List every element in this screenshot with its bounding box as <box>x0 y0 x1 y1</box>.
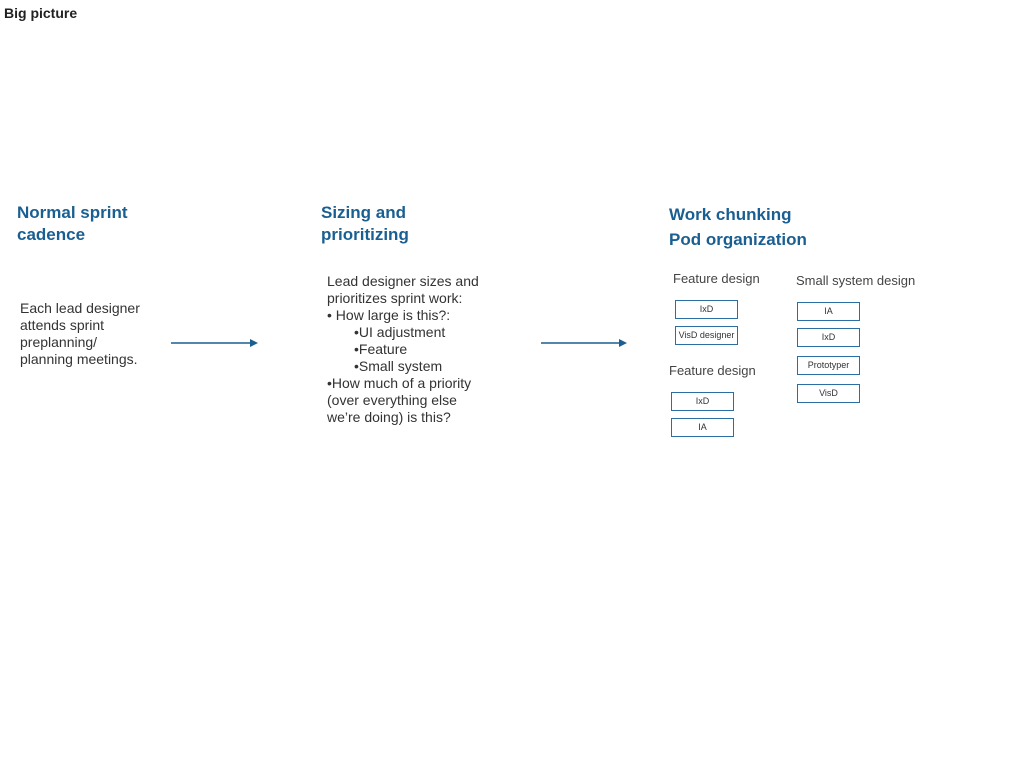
role-box: IxD <box>797 328 860 347</box>
role-box: Prototyper <box>797 356 860 375</box>
step-1-body-line: attends sprint <box>20 317 105 333</box>
role-box: IxD <box>671 392 734 411</box>
step-1-body-line: Each lead designer <box>20 300 140 316</box>
sizing-bullet-list <box>327 307 479 426</box>
bullet-item: we’re doing) is this? <box>327 409 451 425</box>
role-box: IA <box>797 302 860 321</box>
step-2-body <box>327 273 479 426</box>
pod-group-label: Feature design <box>669 363 756 378</box>
step-3-title-line: Pod organization <box>669 230 807 249</box>
role-box: VisD <box>797 384 860 403</box>
step-1-body <box>20 300 140 368</box>
step-1-title <box>17 202 128 246</box>
step-1-title-line: cadence <box>17 225 86 244</box>
step-2-body-line: Lead designer sizes and <box>327 273 479 289</box>
step-2-title <box>321 202 409 246</box>
flow-arrow-1 <box>170 336 260 350</box>
step-1-body-line: planning meetings. <box>20 351 138 367</box>
step-1-title-line: Normal sprint <box>17 203 128 222</box>
step-3-title-line: Work chunking <box>669 205 792 224</box>
step-3-title <box>669 202 807 252</box>
pod-group-label: Small system design <box>796 273 916 288</box>
step-1-body-line: preplanning/ <box>20 334 98 350</box>
bullet-item: • How large is this?: <box>327 307 451 323</box>
bullet-item: •Feature <box>354 341 408 357</box>
pod-group-label: Feature design <box>673 271 760 286</box>
flow-arrow-2 <box>540 336 630 350</box>
bullet-item: •Small system <box>354 358 443 374</box>
step-2-title-line: Sizing and <box>321 203 406 222</box>
role-box: IA <box>671 418 734 437</box>
role-box: VisD designer <box>675 326 738 345</box>
bullet-item: •UI adjustment <box>354 324 446 340</box>
page-title: Big picture <box>4 5 78 21</box>
role-box: IxD <box>675 300 738 319</box>
bullet-item: (over everything else <box>327 392 457 408</box>
bullet-item: •How much of a priority <box>327 375 472 391</box>
step-2-body-line: prioritizes sprint work: <box>327 290 463 306</box>
step-2-title-line: prioritizing <box>321 225 409 244</box>
